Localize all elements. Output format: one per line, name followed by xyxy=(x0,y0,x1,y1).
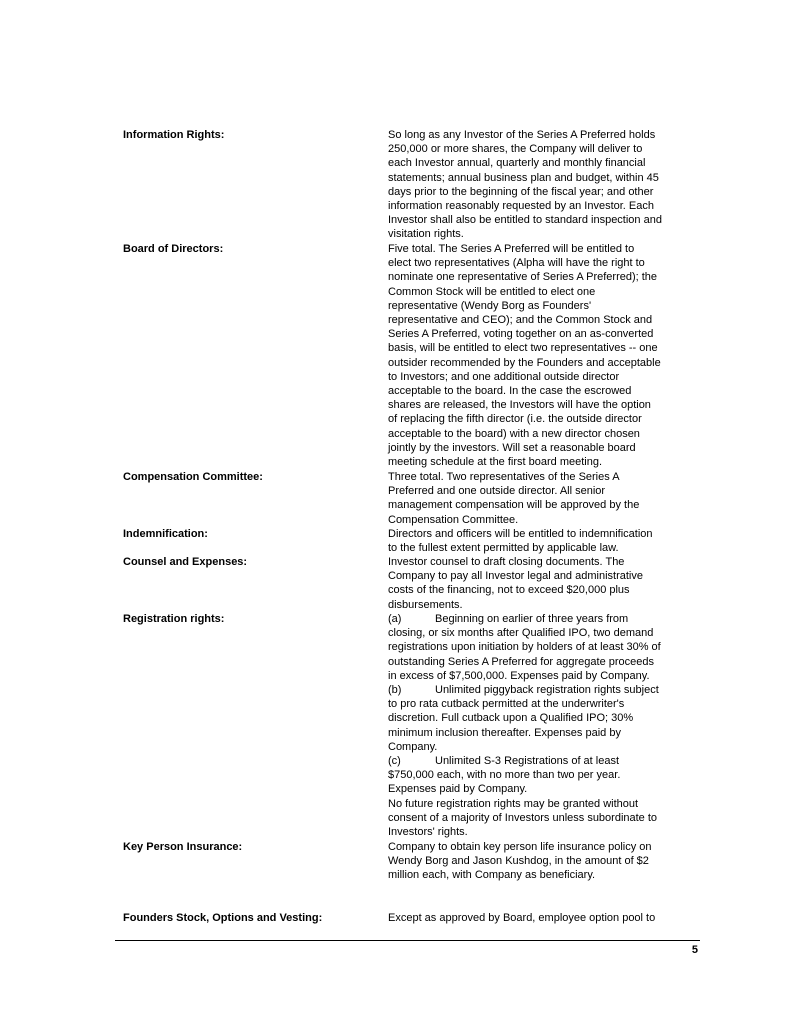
term-line: discretion. Full cutback upon a Qualified IPO; 30% xyxy=(388,712,634,725)
term-founders-stock-options-vesting xyxy=(123,911,763,925)
term-body xyxy=(388,840,683,883)
subclause-b xyxy=(388,683,683,697)
term-body xyxy=(388,470,683,527)
subclause-marker: (b) xyxy=(388,684,402,697)
term-label: Registration rights: xyxy=(123,613,225,625)
term-line: $750,000 each, with no more than two per year. xyxy=(388,769,621,782)
term-line: Company to obtain key person life insurance policy on xyxy=(388,841,652,853)
term-body xyxy=(388,128,683,242)
term-line: acceptable to the board) with a new director chosen xyxy=(388,427,640,440)
term-registration-rights xyxy=(123,612,763,839)
term-line: management compensation will be approved by the xyxy=(388,499,640,512)
term-line: statements; annual business plan and budget, within 45 xyxy=(388,171,659,184)
term-line: acceptable to the board. In the case the escrowed xyxy=(388,385,632,398)
term-label: Indemnification: xyxy=(123,528,208,540)
footer-divider xyxy=(115,940,700,941)
term-line: Directors and officers will be entitled to indemnification xyxy=(388,528,653,540)
term-line: basis, will be entitled to elect two representatives -- one xyxy=(388,342,658,355)
term-line: shares are released, the Investors will have the option xyxy=(388,399,651,412)
term-line: representative (Wendy Borg as Founders' xyxy=(388,299,592,312)
term-line: Series A Preferred, voting together on an as-converted xyxy=(388,328,654,341)
term-line: consent of a majority of Investors unless subordinate to xyxy=(388,811,658,824)
term-line: days prior to the beginning of the fiscal year; and other xyxy=(388,185,654,198)
subclause-text: Unlimited piggyback registration rights subject xyxy=(435,684,659,697)
term-line: outsider recommended by the Founders and acceptable xyxy=(388,356,661,369)
term-line: jointly by the investors. Will set a reasonable board xyxy=(388,441,636,454)
term-line: Investor shall also be entitled to standard inspection and xyxy=(388,214,662,227)
term-line: each Investor annual, quarterly and monthly financial xyxy=(388,157,646,170)
term-body xyxy=(388,527,683,555)
term-label: Founders Stock, Options and Vesting: xyxy=(123,912,323,924)
page-number: 5 xyxy=(691,944,698,956)
term-line: Except as approved by Board, employee option pool to xyxy=(388,912,656,924)
term-line: to Investors; and one additional outside director xyxy=(388,370,620,383)
term-label: Board of Directors: xyxy=(123,243,224,255)
term-compensation-committee xyxy=(123,470,763,527)
term-line: Three total. Two representatives of the Series A xyxy=(388,471,620,483)
term-line: Wendy Borg and Jason Kushdog, in the amount of $2 xyxy=(388,855,649,868)
term-line: Investors' rights. xyxy=(388,826,468,839)
term-body xyxy=(388,911,683,925)
term-line: Compensation Committee. xyxy=(388,513,519,526)
term-line: So long as any Investor of the Series A Preferred holds xyxy=(388,129,656,141)
term-line: disbursements. xyxy=(388,598,463,611)
subclause-c xyxy=(388,754,683,768)
term-line: meeting schedule at the first board meeting. xyxy=(388,456,603,469)
term-line: to pro rata cutback permitted at the underwriter's xyxy=(388,698,625,711)
term-line: information reasonably requested by an Investor. Each xyxy=(388,200,654,213)
term-line: Expenses paid by Company. xyxy=(388,783,528,796)
term-line: Investor counsel to draft closing documents. The xyxy=(388,556,625,568)
term-label: Compensation Committee: xyxy=(123,471,263,483)
term-line: of replacing the fifth director (i.e. the outside director xyxy=(388,413,642,426)
term-label: Information Rights: xyxy=(123,129,225,141)
term-body xyxy=(388,612,683,839)
term-line: representative and CEO); and the Common Stock and xyxy=(388,314,653,327)
term-line: nominate one representative of Series A Preferred); the xyxy=(388,271,658,284)
term-label: Counsel and Expenses: xyxy=(123,556,248,568)
term-line: outstanding Series A Preferred for aggregate proceeds xyxy=(388,655,655,668)
term-label: Key Person Insurance: xyxy=(123,841,243,853)
term-counsel-and-expenses xyxy=(123,555,763,612)
term-line: in excess of $7,500,000. Expenses paid by Company. xyxy=(388,669,650,682)
term-line: Preferred and one outside director. All senior xyxy=(388,485,606,498)
term-line: Company to pay all Investor legal and administrative xyxy=(388,570,643,583)
term-line: Five total. The Series A Preferred will be entitled to xyxy=(388,243,635,255)
term-line: elect two representatives (Alpha will have the right to xyxy=(388,257,645,270)
term-line: 250,000 or more shares, the Company will deliver to xyxy=(388,143,643,156)
subclause-marker: (c) xyxy=(388,755,401,768)
term-line: minimum inclusion thereafter. Expenses paid by xyxy=(388,726,621,739)
term-board-of-directors xyxy=(123,242,763,469)
term-body xyxy=(388,555,683,612)
term-line: No future registration rights may be granted without xyxy=(388,797,639,810)
term-line: visitation rights. xyxy=(388,228,464,241)
term-line: to the fullest extent permitted by applicable law. xyxy=(388,542,619,555)
term-line: Common Stock will be entitled to elect one xyxy=(388,285,596,298)
term-line: Company. xyxy=(388,740,438,753)
subclause-a xyxy=(388,612,683,626)
term-indemnification xyxy=(123,527,763,555)
term-line: registrations upon initiation by holders of at least 30% of xyxy=(388,641,661,654)
term-key-person-insurance xyxy=(123,840,763,883)
term-body xyxy=(388,242,683,469)
subclause-text: Beginning on earlier of three years from xyxy=(435,613,629,625)
term-line: million each, with Company as beneficiary. xyxy=(388,869,596,882)
subclause-text: Unlimited S-3 Registrations of at least xyxy=(435,755,620,768)
term-line: closing, or six months after Qualified IPO, two demand xyxy=(388,627,654,640)
subclause-marker: (a) xyxy=(388,613,402,625)
term-line: costs of the financing, not to exceed $20,000 plus xyxy=(388,584,630,597)
term-information-rights xyxy=(123,128,763,242)
